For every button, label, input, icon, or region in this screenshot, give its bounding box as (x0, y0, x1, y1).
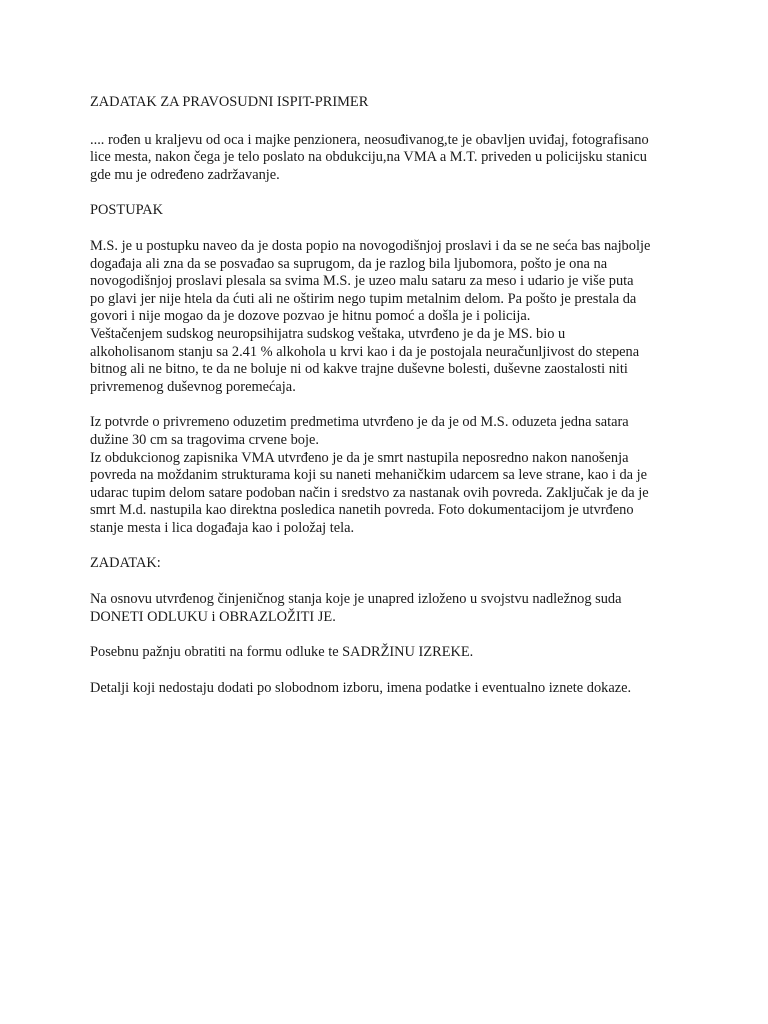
paragraph-line: privremenog duševnog poremećaja. (90, 378, 296, 395)
paragraph-line: po glavi jer nije htela da ćuti ali ne oštirim nego tupim metalnim delom. Pa pošto je prestala da (90, 290, 637, 307)
intro-line: .... rođen u kraljevu od oca i majke penzionera, neosuđivanog,te je obavljen uviđaj, fotografisano (90, 131, 649, 148)
paragraph-line: DONETI ODLUKU i OBRAZLOŽITI JE. (90, 608, 336, 625)
paragraph-line: govori i nije mogao da je dozove pozvao je hitnu pomoć a došla je i policija. (90, 308, 531, 325)
document-title: ZADATAK ZA PRAVOSUDNI ISPIT-PRIMER (90, 94, 369, 110)
paragraph-line: alkoholisanom stanju sa 2.41 % alkohola u krvi kao i da je postojala neuračunljivost do stepena (90, 343, 640, 360)
paragraph-line: događaja ali zna da se posvađao sa suprugom, da je razlog bila ljubomora, pošto je ona na (90, 255, 608, 272)
paragraph-line: M.S. je u postupku naveo da je dosta popio na novogodišnjoj proslavi i da se ne seća bas najbolje (90, 237, 651, 254)
potvrda-paragraph (90, 414, 690, 449)
intro-paragraph (90, 132, 690, 185)
paragraph-line: novogodišnjoj proslavi plesala sa svima M.S. je uzeo malu sataru za meso i udario je više puta (90, 273, 634, 290)
paragraph-line: Veštačenjem sudskog neuropsihijatra sudskog veštaka, utvrđeno je da je MS. bio u (90, 325, 566, 342)
zadatak-paragraph (90, 591, 690, 626)
postupak-paragraph-2 (90, 326, 690, 396)
paragraph-line: bitnog ali ne bitno, te da ne boluje ni od kakve trajne duševne bolesti, duševne zaostalosti niti (90, 361, 628, 378)
paragraph-line: Na osnovu utvrđenog činjeničnog stanja koje je unapred izloženo u svojstvu nadležnog suda (90, 591, 622, 608)
paragraph-line: Detalji koji nedostaju dodati po slobodnom izboru, imena podatke i eventualno iznete dokaze. (90, 679, 632, 696)
paragraph-line: povreda na moždanim strukturama koji su naneti mehaničkim udarcem sa leve strane, kao i da je (90, 467, 648, 484)
intro-line: gde mu je određeno zadržavanje. (90, 166, 280, 183)
postupak-paragraph-1 (90, 238, 690, 326)
paragraph-line: dužine 30 cm sa tragovima crvene boje. (90, 431, 319, 448)
paragraph-line: Posebnu pažnju obratiti na formu odluke te SADRŽINU IZREKE. (90, 644, 474, 661)
detalji-paragraph (90, 680, 690, 698)
postupak-heading: POSTUPAK (90, 202, 164, 219)
paragraph-line: Iz potvrde o privremeno oduzetim predmetima utvrđeno je da je od M.S. oduzeta jedna satara (90, 414, 629, 431)
intro-line: lice mesta, nakon čega je telo poslato na obdukciju,na VMA a M.T. priveden u policijsku stanicu (90, 149, 647, 166)
document-body (90, 94, 690, 697)
paragraph-line: stanje mesta i lica događaja kao i položaj tela. (90, 519, 355, 536)
paragraph-line: udarac tupim delom satare podoban način i sredstvo za nastanak ovih povreda. Zaključak je da je (90, 484, 649, 501)
paznja-paragraph (90, 644, 690, 662)
paragraph-line: Iz obdukcionog zapisnika VMA utvrđeno je da je smrt nastupila neposredno nakon nanošenja (90, 449, 629, 466)
paragraph-line: smrt M.d. nastupila kao direktna posledica nanetih povreda. Foto dokumentacijom je utvrđeno (90, 502, 634, 519)
obdukcija-paragraph (90, 450, 690, 538)
zadatak-heading: ZADATAK: (90, 555, 161, 572)
